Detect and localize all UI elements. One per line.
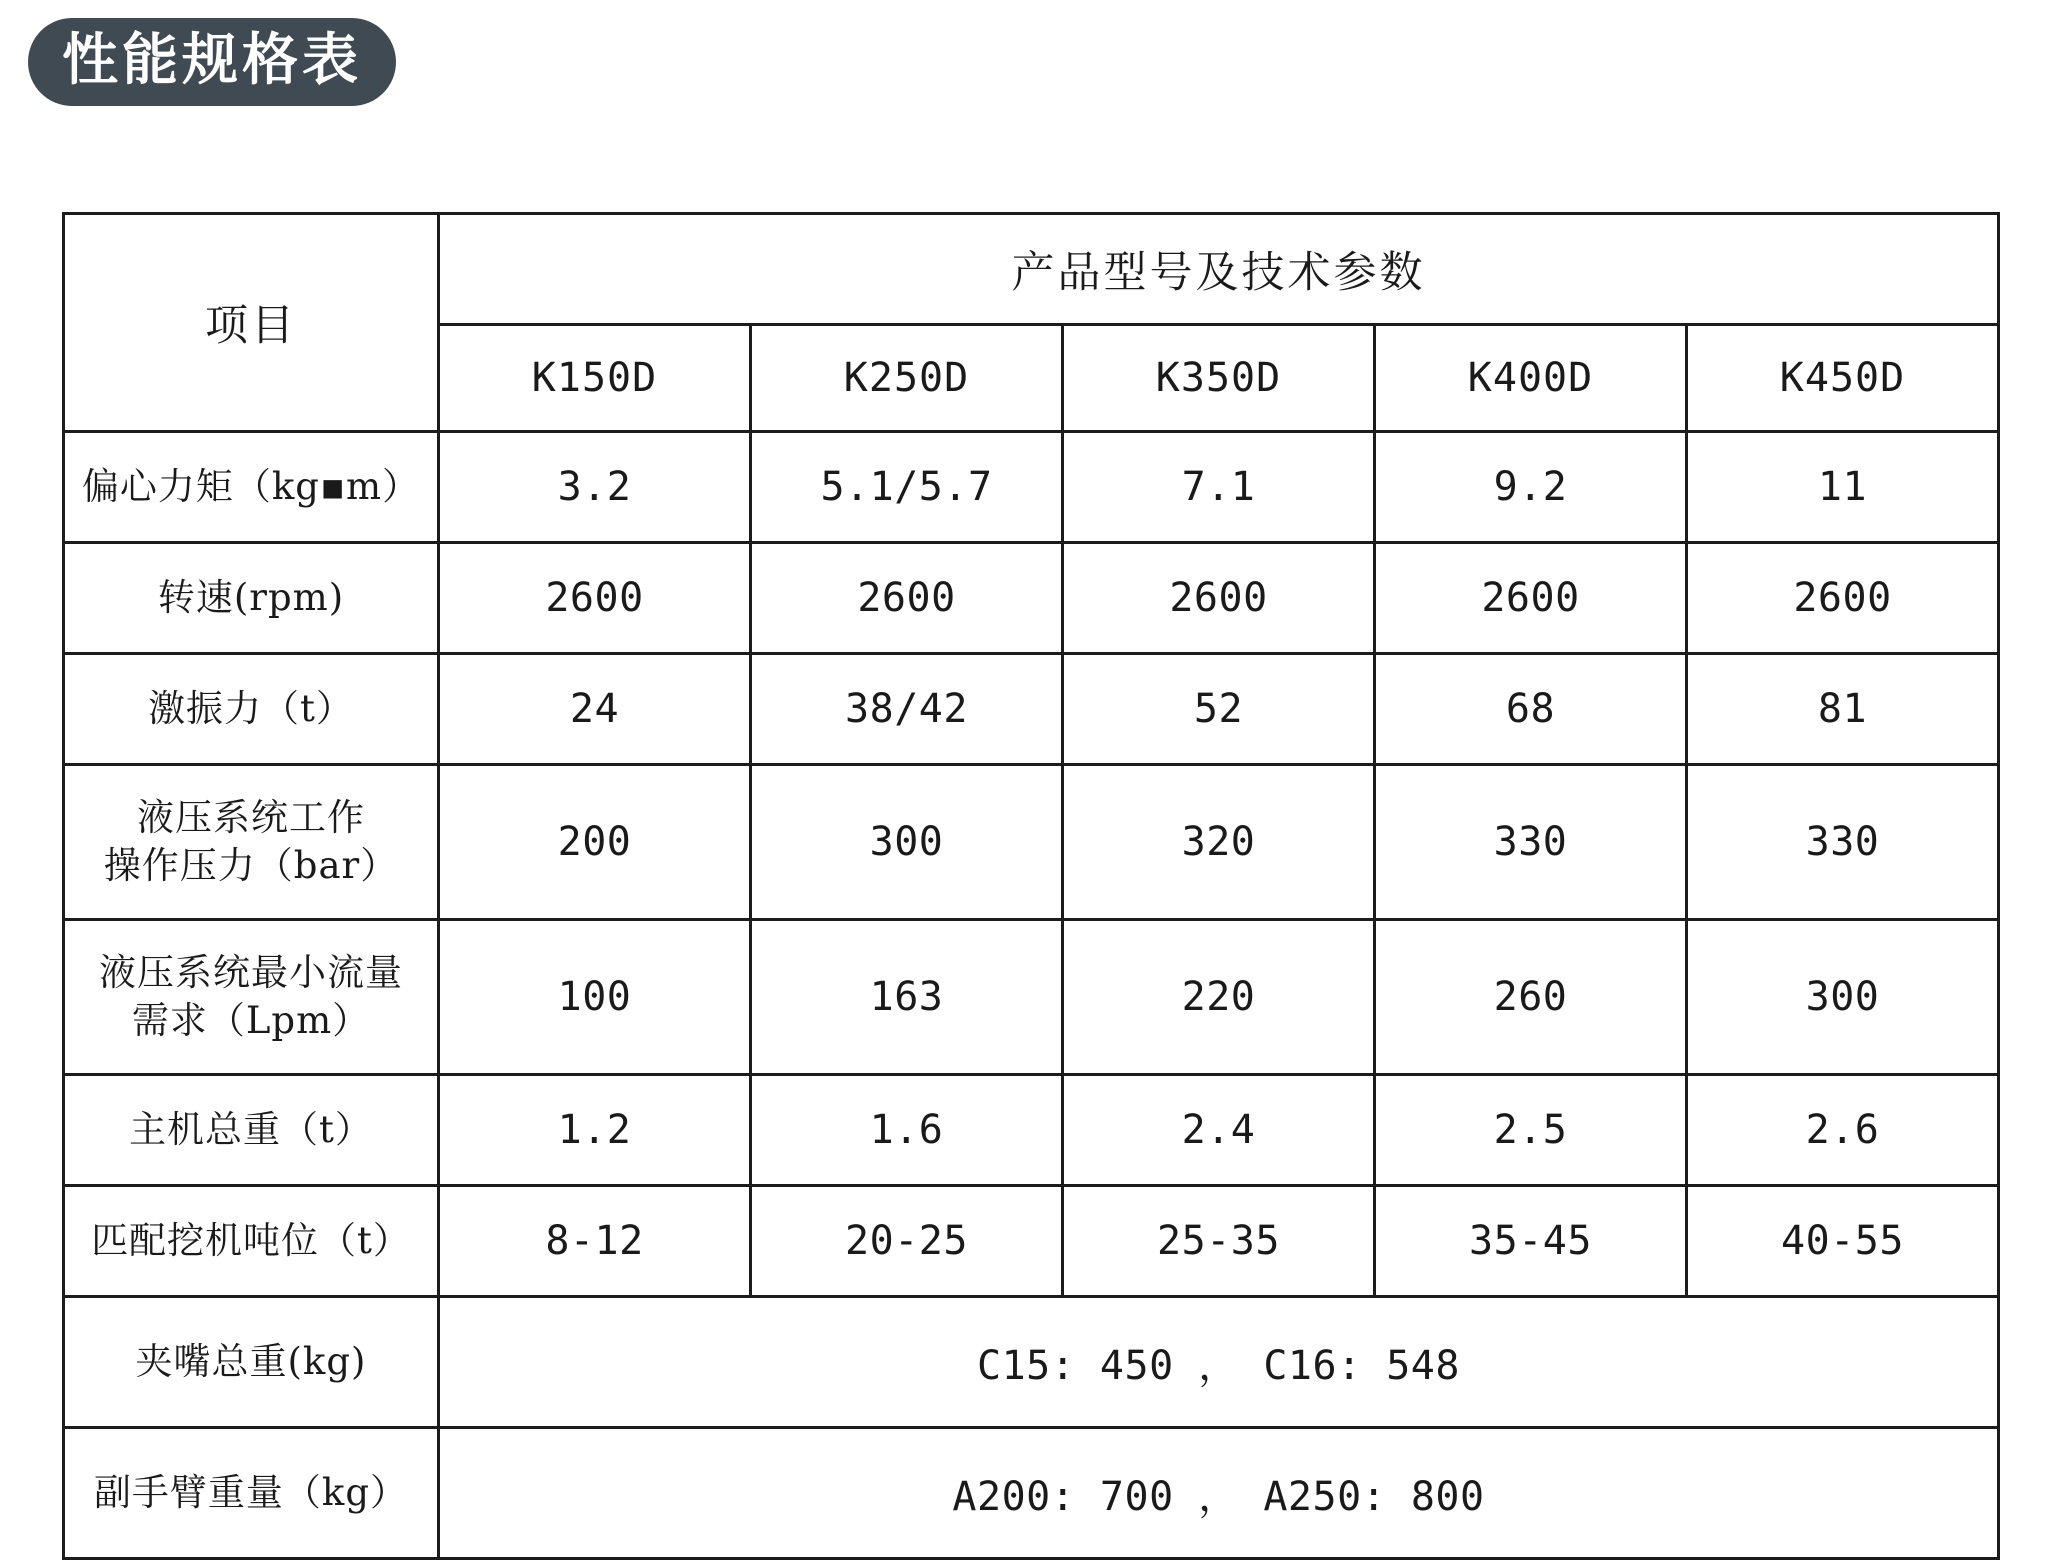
cell-value: 320	[1063, 765, 1375, 920]
row-label-line-1: 液压系统最小流量	[99, 950, 403, 994]
row-label-line-1: 液压系统工作	[137, 795, 365, 839]
row-label-clamp-weight: 夹嘴总重(kg)	[64, 1297, 439, 1428]
table-row	[64, 1428, 1999, 1559]
cell-value: 40-55	[1687, 1186, 1999, 1297]
cell-value: 2600	[751, 543, 1063, 654]
cell-value-span: C15: 450 ， C16: 548	[439, 1297, 1999, 1428]
cell-value: 300	[751, 765, 1063, 920]
page-title: 性能规格表	[62, 27, 362, 93]
item-column-header: 项目	[64, 214, 439, 432]
row-label-exciting-force: 激振力（t）	[64, 654, 439, 765]
cell-value: 1.2	[439, 1075, 751, 1186]
cell-value: 11	[1687, 432, 1999, 543]
table-row	[64, 1297, 1999, 1428]
model-group-header: 产品型号及技术参数	[439, 214, 1999, 325]
table-row	[64, 920, 1999, 1075]
cell-value: 100	[439, 920, 751, 1075]
cell-value: 38/42	[751, 654, 1063, 765]
cell-value: 68	[1375, 654, 1687, 765]
cell-value: 2600	[1687, 543, 1999, 654]
model-header-k250d: K250D	[751, 325, 1063, 432]
cell-value: 81	[1687, 654, 1999, 765]
cell-value: 163	[751, 920, 1063, 1075]
table-row	[64, 1075, 1999, 1186]
page-title-badge	[28, 18, 396, 106]
model-header-k450d: K450D	[1687, 325, 1999, 432]
cell-value: 52	[1063, 654, 1375, 765]
cell-value: 2.4	[1063, 1075, 1375, 1186]
row-label-auxiliary-arm-weight: 副手臂重量（kg）	[64, 1428, 439, 1559]
model-header-k150d: K150D	[439, 325, 751, 432]
row-label-line-2: 需求（Lpm）	[131, 999, 371, 1042]
cell-value: 2600	[439, 543, 751, 654]
cell-value-span: A200: 700 ， A250: 800	[439, 1428, 1999, 1559]
cell-value: 3.2	[439, 432, 751, 543]
cell-value: 2600	[1375, 543, 1687, 654]
cell-value: 25-35	[1063, 1186, 1375, 1297]
row-label-speed: 转速(rpm)	[64, 543, 439, 654]
cell-value: 330	[1375, 765, 1687, 920]
cell-value: 330	[1687, 765, 1999, 920]
cell-value: 8-12	[439, 1186, 751, 1297]
cell-value: 260	[1375, 920, 1687, 1075]
row-label-line-2: 操作压力（bar）	[103, 844, 399, 887]
table-row	[64, 765, 1999, 920]
table-row	[64, 654, 1999, 765]
table-row	[64, 432, 1999, 543]
table-row	[64, 543, 1999, 654]
row-label-total-weight: 主机总重（t）	[64, 1075, 439, 1186]
cell-value: 2600	[1063, 543, 1375, 654]
row-label-hydraulic-pressure	[64, 765, 439, 920]
cell-value: 2.5	[1375, 1075, 1687, 1186]
cell-value: 5.1/5.7	[751, 432, 1063, 543]
cell-value: 2.6	[1687, 1075, 1999, 1186]
cell-value: 35-45	[1375, 1186, 1687, 1297]
cell-value: 220	[1063, 920, 1375, 1075]
cell-value: 24	[439, 654, 751, 765]
cell-value: 1.6	[751, 1075, 1063, 1186]
cell-value: 200	[439, 765, 751, 920]
row-label-excavator-tonnage: 匹配挖机吨位（t）	[64, 1186, 439, 1297]
cell-value: 7.1	[1063, 432, 1375, 543]
spec-table	[62, 212, 2000, 1560]
cell-value: 20-25	[751, 1186, 1063, 1297]
cell-value: 300	[1687, 920, 1999, 1075]
row-label-eccentric-moment: 偏心力矩（kg▪m）	[64, 432, 439, 543]
model-header-k350d: K350D	[1063, 325, 1375, 432]
model-header-k400d: K400D	[1375, 325, 1687, 432]
row-label-min-flow	[64, 920, 439, 1075]
cell-value: 9.2	[1375, 432, 1687, 543]
table-row	[64, 1186, 1999, 1297]
spec-table-container	[62, 212, 2000, 1560]
table-header-row	[64, 214, 1999, 325]
